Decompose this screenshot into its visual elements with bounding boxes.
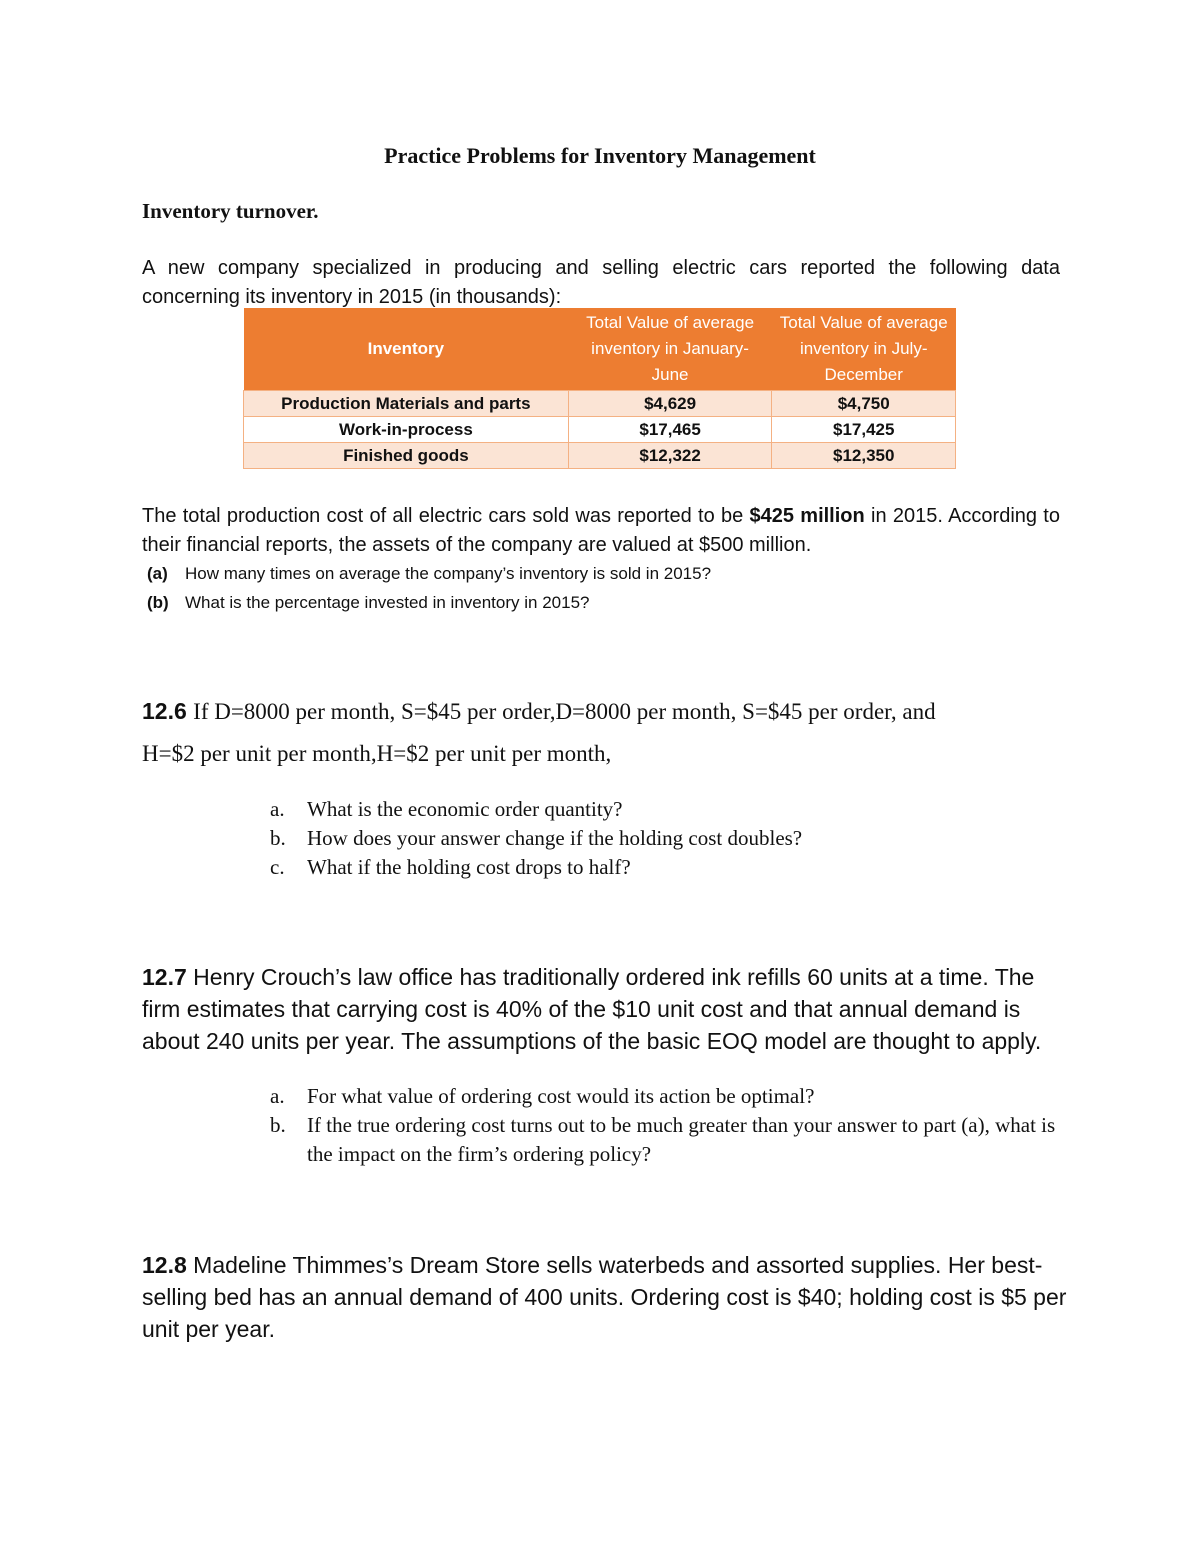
turnover-question-list	[147, 559, 711, 617]
table-cell: $12,322	[568, 443, 772, 469]
problem-12-7-items	[270, 1082, 1070, 1169]
turnover-cost-paragraph: The total production cost of all electric cars sold was reported to be $425 million in 2015. According to their financial reports, the assets of the company are valued at $500 million.	[142, 505, 1060, 556]
table-row	[244, 443, 956, 469]
list-item: (a) How many times on average the company’s inventory is sold in 2015?	[147, 564, 712, 583]
list-item: c. What if the holding cost drops to half?	[270, 855, 631, 879]
table-cell: $4,629	[568, 391, 772, 417]
list-item: (b) What is the percentage invested in inventory in 2015?	[147, 593, 590, 612]
list-item: b. How does your answer change if the holding cost doubles?	[270, 826, 803, 850]
table-cell: $17,465	[568, 417, 772, 443]
table-header-inventory: Inventory	[244, 308, 569, 391]
table-header-jul-dec: Total Value of average inventory in July-December	[772, 308, 956, 391]
problem-number: 12.7	[142, 964, 187, 990]
table-header-jan-jun: Total Value of average inventory in January-June	[568, 308, 772, 391]
list-item: b. If the true ordering cost turns out to be much greater than your answer to part (a), what is the impact on the firm’s ordering policy?	[270, 1113, 1056, 1166]
turnover-intro: A new company specialized in producing and selling electric cars reported the following data concerning its inventory in 2015 (in thousands):	[142, 257, 1060, 308]
table-cell: Finished goods	[244, 443, 569, 469]
problem-12-6: 12.6 If D=8000 per month, S=$45 per order,D=8000 per month, S=$45 per order, and H=$2 per unit per month,H=$2 per unit per month,	[142, 698, 936, 766]
cost-highlight: $425 million	[749, 505, 865, 527]
inventory-table	[243, 308, 956, 469]
problem-number: 12.6	[142, 698, 187, 724]
table-header-row	[244, 308, 956, 391]
list-item: a. For what value of ordering cost would its action be optimal?	[270, 1084, 815, 1108]
table-cell: $17,425	[772, 417, 956, 443]
problem-number: 12.8	[142, 1252, 187, 1278]
problem-12-7: 12.7 Henry Crouch’s law office has traditionally ordered ink refills 60 units at a time. The firm estimates that carrying cost is 40% of the $10 unit cost and that annual demand is about 240 units per year. The assumptions of the basic EOQ model are thought to apply.	[142, 964, 1042, 1054]
table-row	[244, 391, 956, 417]
section-heading-inventory-turnover: Inventory turnover.	[142, 199, 319, 223]
table-row	[244, 417, 956, 443]
table-cell: $12,350	[772, 443, 956, 469]
table-cell: $4,750	[772, 391, 956, 417]
page-title: Practice Problems for Inventory Management	[384, 143, 816, 168]
list-item: a. What is the economic order quantity?	[270, 797, 623, 821]
table-cell: Production Materials and parts	[244, 391, 569, 417]
problem-12-8: 12.8 Madeline Thimmes’s Dream Store sells waterbeds and assorted supplies. Her best-selling bed has an annual demand of 400 units. Ordering cost is $40; holding cost is $5 per unit per year.	[142, 1252, 1067, 1342]
table-cell: Work-in-process	[244, 417, 569, 443]
problem-12-6-items	[270, 795, 1070, 882]
